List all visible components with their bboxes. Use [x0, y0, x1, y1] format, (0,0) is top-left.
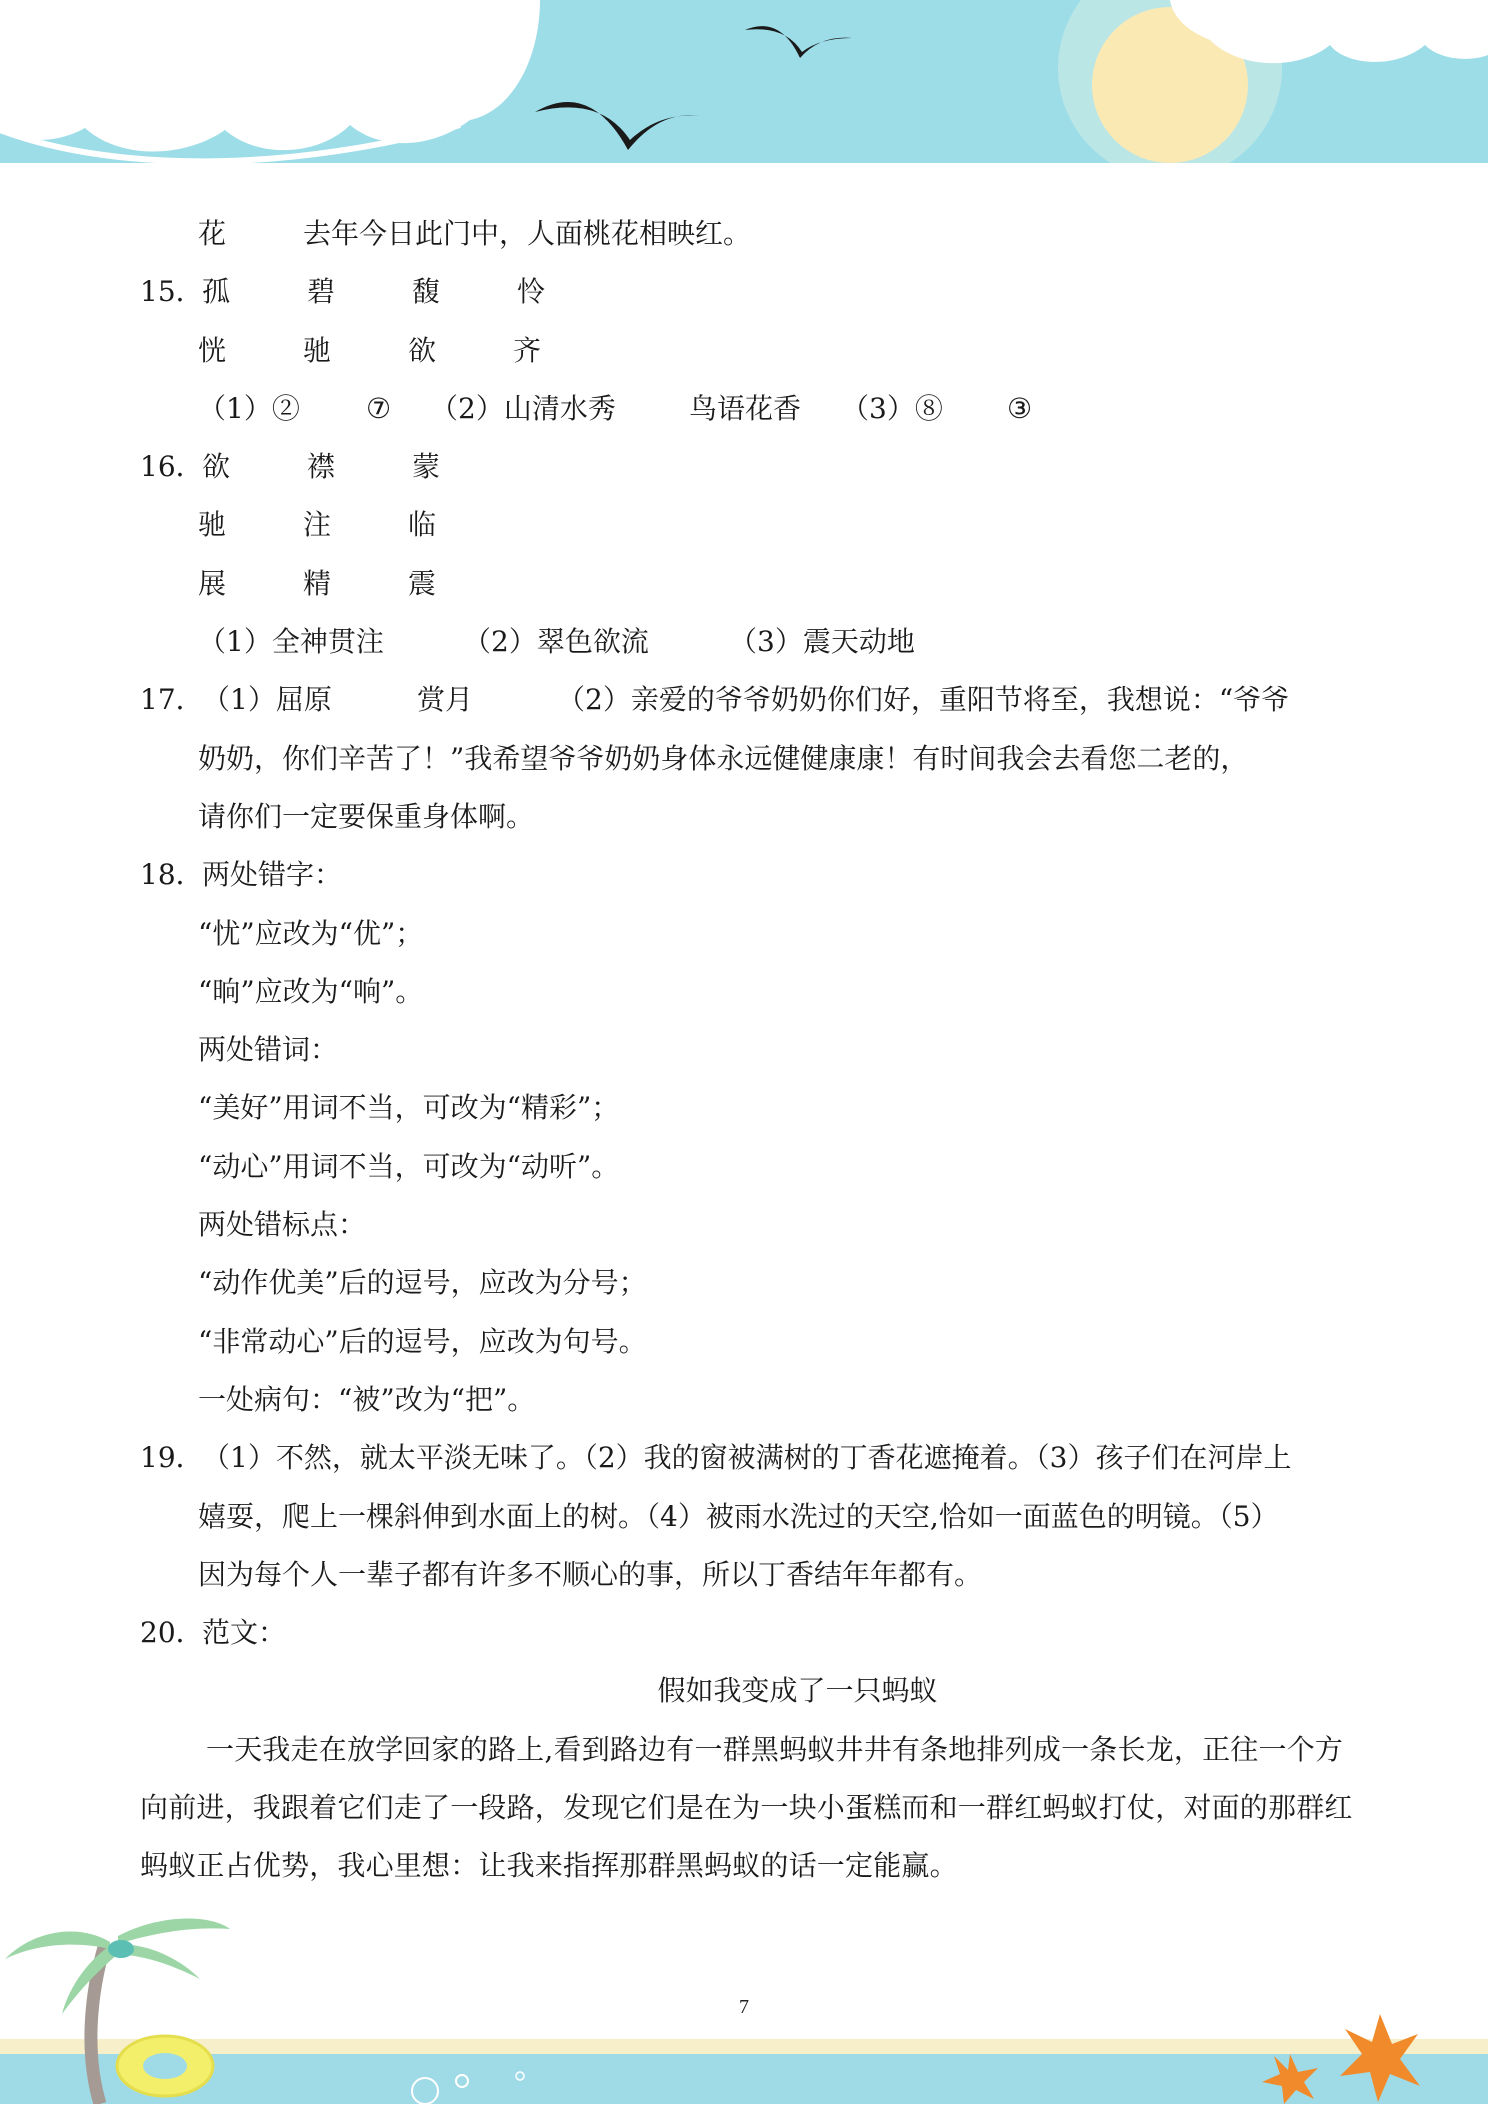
text-line: 因为每个人一辈子都有许多不顺心的事，所以丁香结年年都有。 — [198, 1557, 983, 1591]
text-line: 奶奶，你们辛苦了！”我希望爷爷奶奶身体永远健健康康！有时间我会去看您二老的， — [198, 741, 1249, 775]
answer-word: 孤 — [202, 275, 231, 309]
header-banner — [0, 0, 1488, 170]
answer-item: （2）亲爱的爷爷奶奶你们好，重阳节将至，我想说：“爷爷 — [557, 683, 1290, 717]
text-line: 两处错词： — [198, 1033, 339, 1067]
answer-word: 驰 — [198, 508, 227, 542]
answer-item: （3）⑧ — [841, 391, 943, 425]
answer-word: 蒙 — [412, 450, 441, 484]
answer-item: （3）震天动地 — [729, 625, 915, 659]
question-17 — [140, 671, 1355, 729]
sample-label: 范文： — [202, 1616, 287, 1650]
answer-word: 临 — [408, 508, 437, 542]
answer-item: ③ — [1007, 391, 1033, 425]
question-18 — [140, 846, 1355, 904]
question-number: 16． — [140, 450, 204, 484]
answer-word: 注 — [303, 508, 332, 542]
answer-item: （1）不然，就太平淡无味了。（2）我的窗被满树的丁香花遮掩着。（3）孩子们在河岸上 — [202, 1441, 1292, 1475]
answer-word: 欲 — [408, 333, 437, 367]
essay-title: 假如我变成了一只蚂蚁 — [657, 1674, 938, 1708]
answer-item: ⑦ — [366, 391, 392, 425]
text-line: 请你们一定要保重身体啊。 — [198, 799, 535, 833]
answer-word: 花 — [198, 217, 227, 250]
text-line: “美好”用词不当，可改为“精彩”； — [198, 1091, 620, 1125]
answer-item: （1）全神贯注 — [198, 625, 384, 659]
answer-word: 恍 — [198, 333, 227, 367]
page-number: 7 — [739, 1996, 749, 2018]
text-line: 嬉耍，爬上一棵斜伸到水面上的树。（4）被雨水洗过的天空,恰如一面蓝色的明镜。（5） — [198, 1499, 1279, 1533]
answer-word: 展 — [198, 566, 227, 600]
question-number: 20． — [140, 1616, 204, 1650]
essay-paragraph: 一天我走在放学回家的路上,看到路边有一群黑蚂蚁井井有条地排列成一条长龙，正往一个方向前进，我跟着它们走了一段路，发现它们是在为一块小蛋糕而和一群红蚂蚁打仗，对面的那群红蚂蚁正占优势，我心里想：让我来指挥那群黑蚂蚁的话一定能赢。 — [140, 1732, 1353, 1883]
answer-word: 震 — [408, 566, 437, 600]
document-body — [140, 205, 1355, 1896]
answer-word: 驰 — [303, 333, 332, 367]
answer-item: （2）山清水秀 — [430, 391, 616, 425]
answer-word: 齐 — [513, 333, 542, 367]
text-line: “动作优美”后的逗号，应改为分号； — [198, 1266, 647, 1300]
text-line: “动心”用词不当，可改为“动听”。 — [198, 1149, 620, 1183]
answer-word: 怜 — [517, 275, 546, 309]
question-number: 15． — [140, 275, 204, 309]
answer-item: （2）翠色欲流 — [463, 625, 649, 659]
question-number: 19． — [140, 1441, 204, 1475]
answer-item: （1）② — [198, 391, 300, 425]
answer-word: 碧 — [307, 275, 336, 309]
answer-word: 精 — [303, 566, 332, 600]
answer-item: 赏月 — [417, 683, 474, 717]
poem-line: 去年今日此门中，人面桃花相映红。 — [303, 217, 752, 250]
text-line: “忧”应改为“优”； — [198, 916, 424, 950]
footer-banner — [0, 1904, 1488, 2104]
answer-item: （1）屈原 — [202, 683, 332, 717]
question-20 — [140, 1604, 1355, 1662]
answer-word: 馥 — [412, 275, 441, 309]
answer-item: 鸟语花香 — [689, 391, 802, 425]
question-number: 18． — [140, 858, 204, 892]
question-15 — [140, 263, 1355, 321]
question-number: 17． — [140, 683, 204, 717]
swim-ring-icon — [117, 2036, 213, 2096]
text-line — [140, 496, 1355, 554]
text-line — [140, 322, 1355, 380]
answer-word: 欲 — [202, 450, 231, 484]
question-16 — [140, 438, 1355, 496]
text-line — [140, 205, 1355, 263]
question-19 — [140, 1429, 1355, 1487]
text-line: “晌”应改为“响”。 — [198, 974, 424, 1008]
text-line — [140, 380, 1355, 438]
text-line: “非常动心”后的逗号，应改为句号。 — [198, 1324, 647, 1358]
text-line: 两处错标点： — [198, 1208, 367, 1242]
answer-word: 襟 — [307, 450, 336, 484]
text-line — [140, 613, 1355, 671]
answer-item: 两处错字： — [202, 858, 343, 892]
text-line — [140, 555, 1355, 613]
text-line: 一处病句：“被”改为“把”。 — [198, 1382, 536, 1416]
